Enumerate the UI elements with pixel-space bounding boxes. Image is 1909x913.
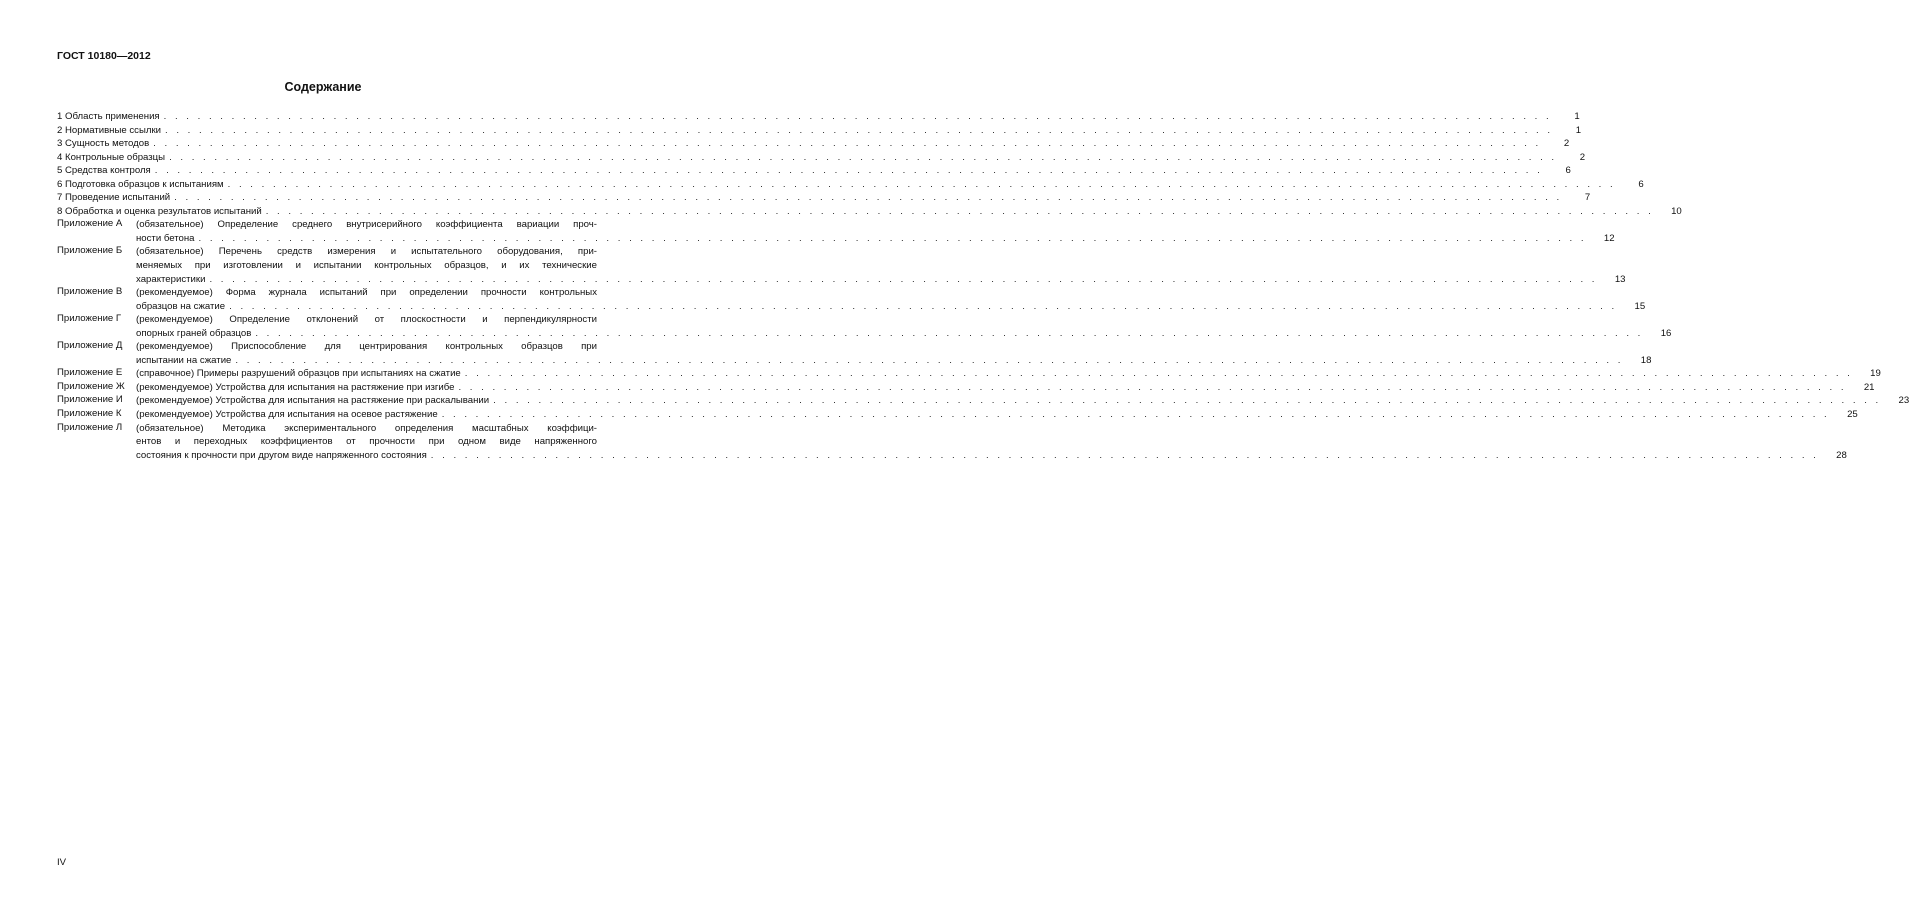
toc-entry[interactable] [57,340,1652,367]
toc-entry-text: ентов и переходных коэффициентов от прочности при одном виде напряженного [136,436,597,448]
toc-entry[interactable] [57,421,1847,463]
toc-page-number: 10 [1671,205,1682,217]
toc-entry-text: (справочное) Примеры разрушений образцов при испытаниях на сжатие [136,368,461,380]
toc-entry-text: состояния к прочности при другом виде напряженного состояния [136,449,427,461]
toc-entry[interactable] [57,394,1909,408]
dot-leader [255,327,1643,341]
toc-page-number: 18 [1640,354,1652,366]
toc-entry[interactable] [57,286,1646,313]
toc-entry-text: (рекомендуемое) Устройства для испытания на осевое растяжение [136,409,438,421]
dot-leader [442,408,1830,422]
toc-entry-text: (рекомендуемое) Приспособление для центрирования контрольных образцов при [136,341,597,353]
toc-entry-text: 2 Нормативные ссылки [57,124,162,136]
toc-entry[interactable] [57,367,1881,381]
dot-leader [229,300,1617,314]
toc-entry-prefix: Приложение Л [57,421,123,433]
toc-page-number: 19 [1870,368,1881,380]
page-title: Содержание [284,80,362,94]
dot-leader [169,151,1557,165]
toc-entry-prefix: Приложение К [57,408,122,420]
toc-entry-text: образцов на сжатие [136,300,226,312]
dot-leader [164,110,1552,124]
toc-entry-text: испытании на сжатие [136,354,232,366]
dot-leader [465,367,1853,381]
toc-page-number: 15 [1634,300,1646,312]
dot-leader [199,232,1587,246]
toc-page-number: 23 [1898,395,1909,407]
toc-entry[interactable] [57,380,1875,395]
dot-leader [153,137,1541,151]
toc-page-number: 1 [1575,124,1582,136]
dot-leader [228,178,1616,192]
toc-entry-prefix: Приложение А [57,218,123,230]
toc-entry[interactable] [57,178,1644,192]
toc-entry[interactable] [57,218,1615,245]
dot-leader [493,394,1881,408]
toc-entry-prefix: Приложение Б [57,245,123,257]
toc-page-number: 1 [1574,111,1580,122]
dot-leader [165,124,1553,138]
toc-entry-text: (рекомендуемое) Устройства для испытания на растяжение при изгибе [136,381,455,393]
toc-entry[interactable] [57,245,1626,286]
toc-entry-prefix: Приложение Г [57,313,122,325]
toc-entry-text: (обязательное) Методика экспериментального определения масштабных коэффици- [136,422,597,434]
toc-entry-text: меняемых при изготовлении и испытании контрольных образцов, и их технические [136,260,597,272]
toc-page-number: 12 [1603,232,1615,244]
toc-page-number: 2 [1579,151,1586,163]
toc-entry-text: (обязательное) Определение среднего внутрисерийного коэффициента вариации проч- [136,219,597,231]
document-code: ГОСТ 10180—2012 [57,50,151,62]
toc-entry-text: опорных граней образцов [136,327,252,339]
toc-page-number: 21 [1863,381,1875,393]
toc-page-number: 28 [1836,449,1847,461]
toc-entry-prefix: Приложение И [57,394,123,406]
page-number: IV [57,857,67,868]
toc-entry[interactable] [57,124,1582,138]
dot-leader [174,191,1562,205]
toc-page-number: 2 [1563,138,1570,150]
toc-entry-text: (рекомендуемое) Устройства для испытания на растяжение при раскалывании [136,395,490,407]
toc-page-number: 6 [1565,165,1571,177]
toc-entry-text: характеристики [136,273,206,285]
dot-leader [209,273,1597,287]
toc-entry-text: 4 Контрольные образцы [57,151,166,163]
toc-entry[interactable] [57,313,1672,340]
toc-entry-prefix: Приложение Ж [57,380,125,392]
toc-entry[interactable] [57,191,1591,205]
toc-page-number: 7 [1584,192,1591,204]
toc-page-number: 13 [1614,273,1626,285]
toc-entry-text: 3 Сущность методов [57,138,150,150]
toc-page-number: 6 [1638,178,1644,190]
toc-entry[interactable] [57,137,1570,151]
toc-entry[interactable] [57,408,1858,422]
toc-entry[interactable] [57,151,1586,165]
toc-entry-text: (рекомендуемое) Определение отклонений от плоскостности и перпендикулярности [136,314,597,326]
toc-entry-text: 5 Средства контроля [57,165,151,177]
toc-entry[interactable] [57,110,1580,124]
toc-entry-prefix: Приложение Е [57,367,123,379]
toc-entry-text: 7 Проведение испытаний [57,192,171,204]
dot-leader [458,381,1846,395]
toc-entry-prefix: Приложение В [57,286,123,298]
toc-entry-text: 1 Область применения [57,111,160,122]
dot-leader [235,354,1623,368]
toc-entry[interactable] [57,205,1682,219]
dot-leader [431,449,1819,463]
toc-page-number: 16 [1660,327,1672,339]
toc-entry-text: ности бетона [136,232,195,244]
toc-entry-text: 8 Обработка и оценка результатов испытаний [57,205,262,217]
toc-entry-prefix: Приложение Д [57,340,123,352]
toc-entry-text: (обязательное) Перечень средств измерения и испытательного оборудования, при- [136,246,597,258]
dot-leader [155,164,1543,178]
toc-page-number: 25 [1847,409,1858,421]
toc-entry[interactable] [57,164,1571,178]
dot-leader [266,205,1654,219]
toc-entry-text: 6 Подготовка образцов к испытаниям [57,178,224,190]
table-of-contents [57,110,1909,462]
toc-entry-text: (рекомендуемое) Форма журнала испытаний при определении прочности контрольных [136,287,597,299]
